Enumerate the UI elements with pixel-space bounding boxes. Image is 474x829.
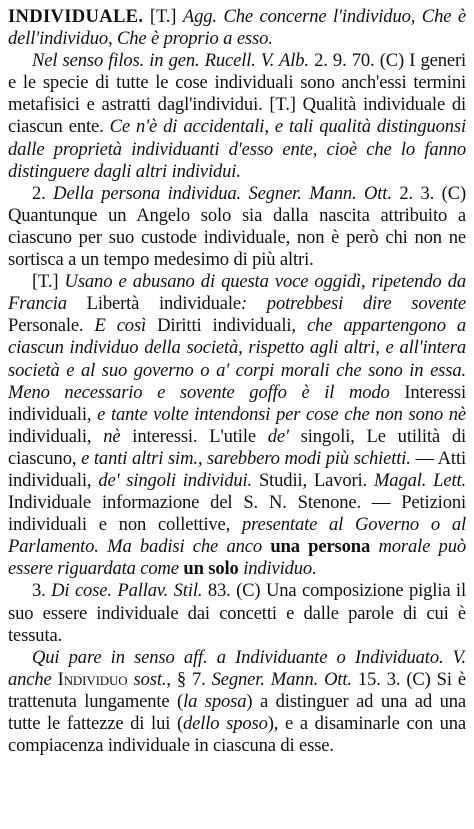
text-run: Studii, Lavori. [252, 469, 374, 491]
text-run: 83. (C) Una composizione piglia il suo essere individuale dai concetti e dalle parole di cui è tessuta. [8, 580, 466, 646]
text-run: Individuale informazione del S. N. Stenone. — Petizioni individuali e non collettive, [8, 492, 466, 536]
text-run: 3. [32, 580, 52, 602]
sense-2-person [8, 183, 466, 271]
small-caps-run: Individuo [51, 668, 128, 690]
italic-run: E così [94, 315, 147, 337]
text-run: 15. 3. (C) Si è trattenuta lungamente ( [8, 668, 466, 712]
text-run: interessi. L'utile [120, 425, 268, 447]
italic-run: dello sposo [183, 713, 268, 734]
sense-philosophical [8, 50, 466, 183]
italic-run: nè [103, 425, 121, 447]
text-run: Interessi individuali, [8, 381, 466, 425]
text-run: 2. [32, 182, 54, 204]
italic-run: presentate al Governo o al Parlamento. Ma badisi che anco [8, 514, 466, 558]
italic-run: : potrebbesi dire sovente [241, 293, 466, 315]
italic-run: e tante volte intendonsi per cose che non sono nè [97, 403, 466, 425]
text-run: [T.] [32, 271, 65, 293]
italic-run: Ce n'è di accidentali, e tali qualità distinguonsi dalle proprietà individuanti d'esso ente, cioè che lo fanno distinguere dagli altri individui. [8, 116, 467, 182]
italic-run: de' singoli individui. [98, 469, 253, 491]
italic-run: morale può essere riguardata come [8, 536, 466, 580]
sense-3-things [8, 580, 466, 646]
italic-run: che appartengono a ciascun individuo della società, rispetto agli altri, e all'intera società e al suo governo o a' corpi morali che sono in essa. Meno necessario e sovente goffo è il modo [8, 315, 467, 403]
text-run: [T.] [143, 6, 183, 27]
text-run: Diritti individuali, [146, 315, 307, 337]
italic-run: e tanti altri sim., sarebbero modi più schietti. [81, 447, 411, 469]
text-run: 2. 3. (C) Quantunque un Angelo solo sia dalla nascita attribuito a ciascuno per suo custode individuale, non è però chi non ne sortisca a un tempo medesimo di più altri. [8, 182, 466, 271]
text-run: Personale. [8, 315, 95, 337]
text-run: Libertà individuale [66, 293, 242, 315]
italic-run: Agg. Che concerne l'individuo, Che è dell'individuo, Che è proprio a esso. [8, 6, 466, 50]
italic-run: la sposa [183, 690, 247, 712]
italic-run: de' [267, 425, 289, 447]
text-run: — Atti individuali, [8, 447, 466, 491]
sense-3-note [8, 647, 466, 757]
bold-run: un solo [178, 558, 244, 580]
italic-run: Usano e abusano di questa voce oggidì, ripetendo da Francia [8, 271, 466, 315]
italic-run: Di cose. Pallav. Stil. [51, 580, 203, 602]
italic-run: Segner. Mann. Ott. [211, 668, 352, 690]
entry-definition [8, 6, 466, 50]
italic-run: individuo. [243, 558, 317, 580]
text-run: , § 7. [166, 668, 212, 690]
text-run: singoli, Le utilità di ciascuno, [8, 425, 466, 469]
headword: INDIVIDUALE. [8, 6, 144, 27]
italic-run: Nel senso filos. in gen. Rucell. V. Alb. [32, 50, 309, 72]
bold-run: una persona [262, 536, 379, 558]
text-run: 2. 9. 70. (C) I generi e le specie di tutte le cose individuali sono anch'essi termini metafisici e astratti dagl'individui. [T.] Qualità individuale di ciascun ente. [8, 50, 466, 138]
italic-run: sost. [127, 668, 167, 690]
italic-run: Della persona individua. Segner. Mann. Ott. [53, 182, 392, 204]
text-run: individuali, [8, 425, 104, 447]
sense-2-usage-note [8, 271, 466, 580]
text-run: ), e a disaminarle con una compiacenza individuale in ciascuna di esse. [8, 713, 466, 757]
italic-run: Qui pare in senso aff. a Individuante o Individuato. V. anche [8, 646, 466, 690]
text-run: ) a distinguer ad una ad una tutte le fattezze di lui ( [8, 690, 466, 734]
italic-run: Magal. Lett. [373, 469, 466, 491]
